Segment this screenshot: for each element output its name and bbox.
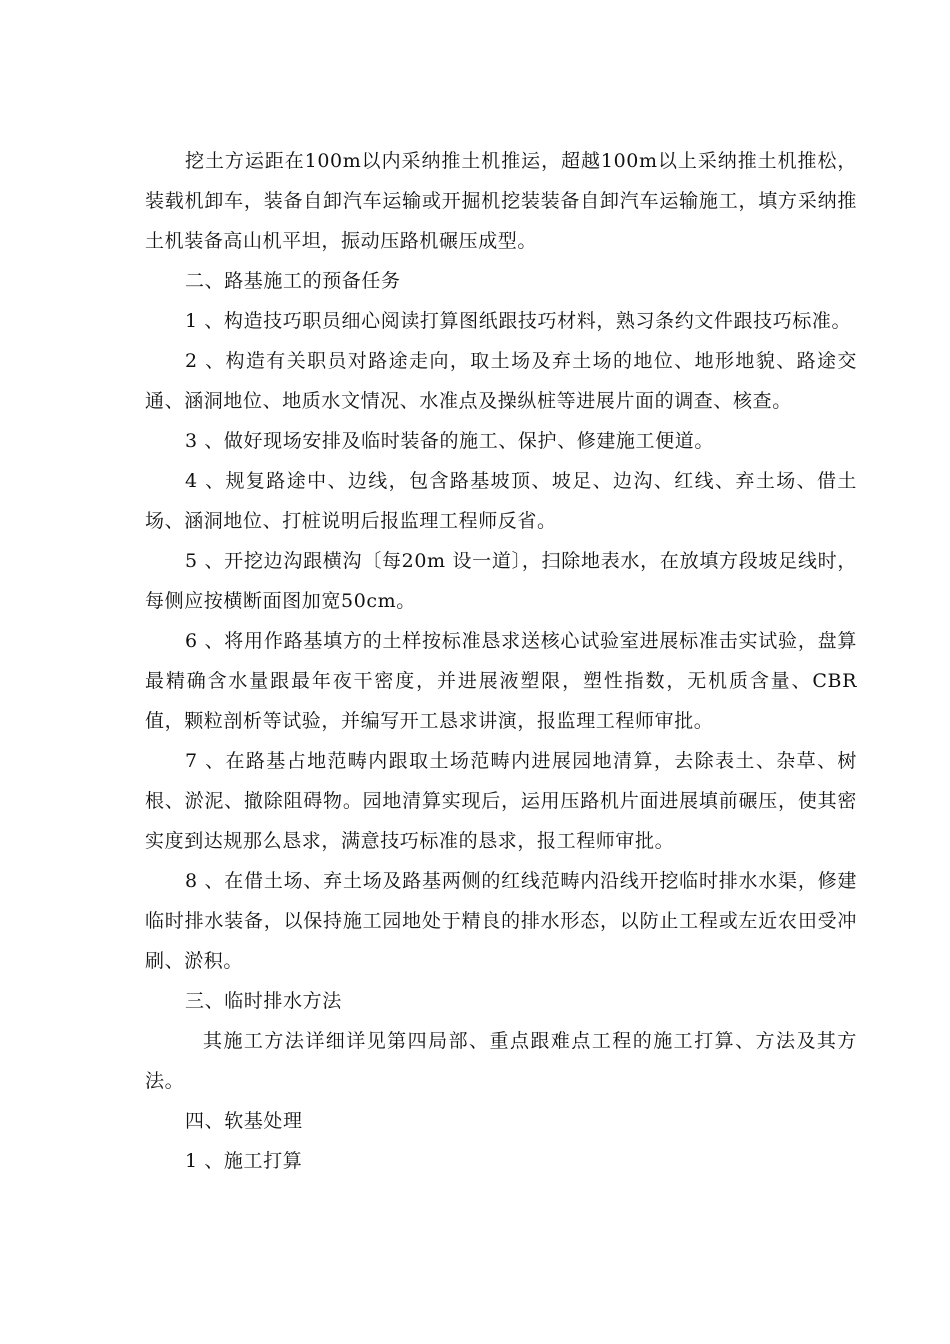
section-heading-3: 三、临时排水方法 [185,990,342,1012]
list-item: 7 、在路基占地范畴内跟取土场范畴内进展园地清算，去除表土、杂草、树根、淤泥、撤除阻碍物。园地清算实现后，运用压路机片面进展填前碾压，使其密实度到达规那么恳求，满意技巧标准的恳求，报工程师审批。 [145,750,857,852]
list-item: 1 、构造技巧职员细心阅读打算图纸跟技巧材料，熟习条约文件跟技巧标准。 [185,310,852,332]
list-item: 4 、规复路途中、边线，包含路基坡顶、坡足、边沟、红线、弃土场、借土场、涵洞地位、打桩说明后报监理工程师反省。 [145,470,857,532]
list-item: 6 、将用作路基填方的土样按标准恳求送核心试验室进展标准击实试验，盘算最精确含水量跟最年夜干密度，并进展液塑限，塑性指数，无机质含量、CBR 值，颗粒剖析等试验，并编写开工恳求讲演，报监理工程师审批。 [145,630,857,732]
section-heading-2: 二、路基施工的预备任务 [185,270,401,292]
subsection-heading: 1 、施工打算 [185,1150,303,1172]
section-heading-4: 四、软基处理 [185,1110,303,1132]
paragraph-earthwork-method: 挖土方运距在100m以内采纳推土机推运，超越100m以上采纳推土机推松，装载机卸车，装备自卸汽车运输或开掘机挖装装备自卸汽车运输施工，填方采纳推土机装备高山机平坦，振动压路机碾压成型。 [145,150,857,252]
document-body [145,141,857,1181]
paragraph-drainage-method: 其施工方法详细详见第四局部、重点跟难点工程的施工打算、方法及其方法。 [145,1030,857,1092]
list-item: 3 、做好现场安排及临时装备的施工、保护、修建施工便道。 [185,430,714,452]
list-item: 8 、在借土场、弃土场及路基两侧的红线范畴内沿线开挖临时排水水渠，修建临时排水装备，以保持施工园地处于精良的排水形态，以防止工程或左近农田受冲刷、淤积。 [145,870,857,972]
list-item: 2 、构造有关职员对路途走向，取土场及弃土场的地位、地形地貌、路途交通、涵洞地位、地质水文情况、水准点及操纵桩等进展片面的调查、核查。 [145,350,857,412]
list-item: 5 、开挖边沟跟横沟〔每20m 设一道〕，扫除地表水，在放填方段坡足线时，每侧应按横断面图加宽50cm。 [145,550,857,612]
